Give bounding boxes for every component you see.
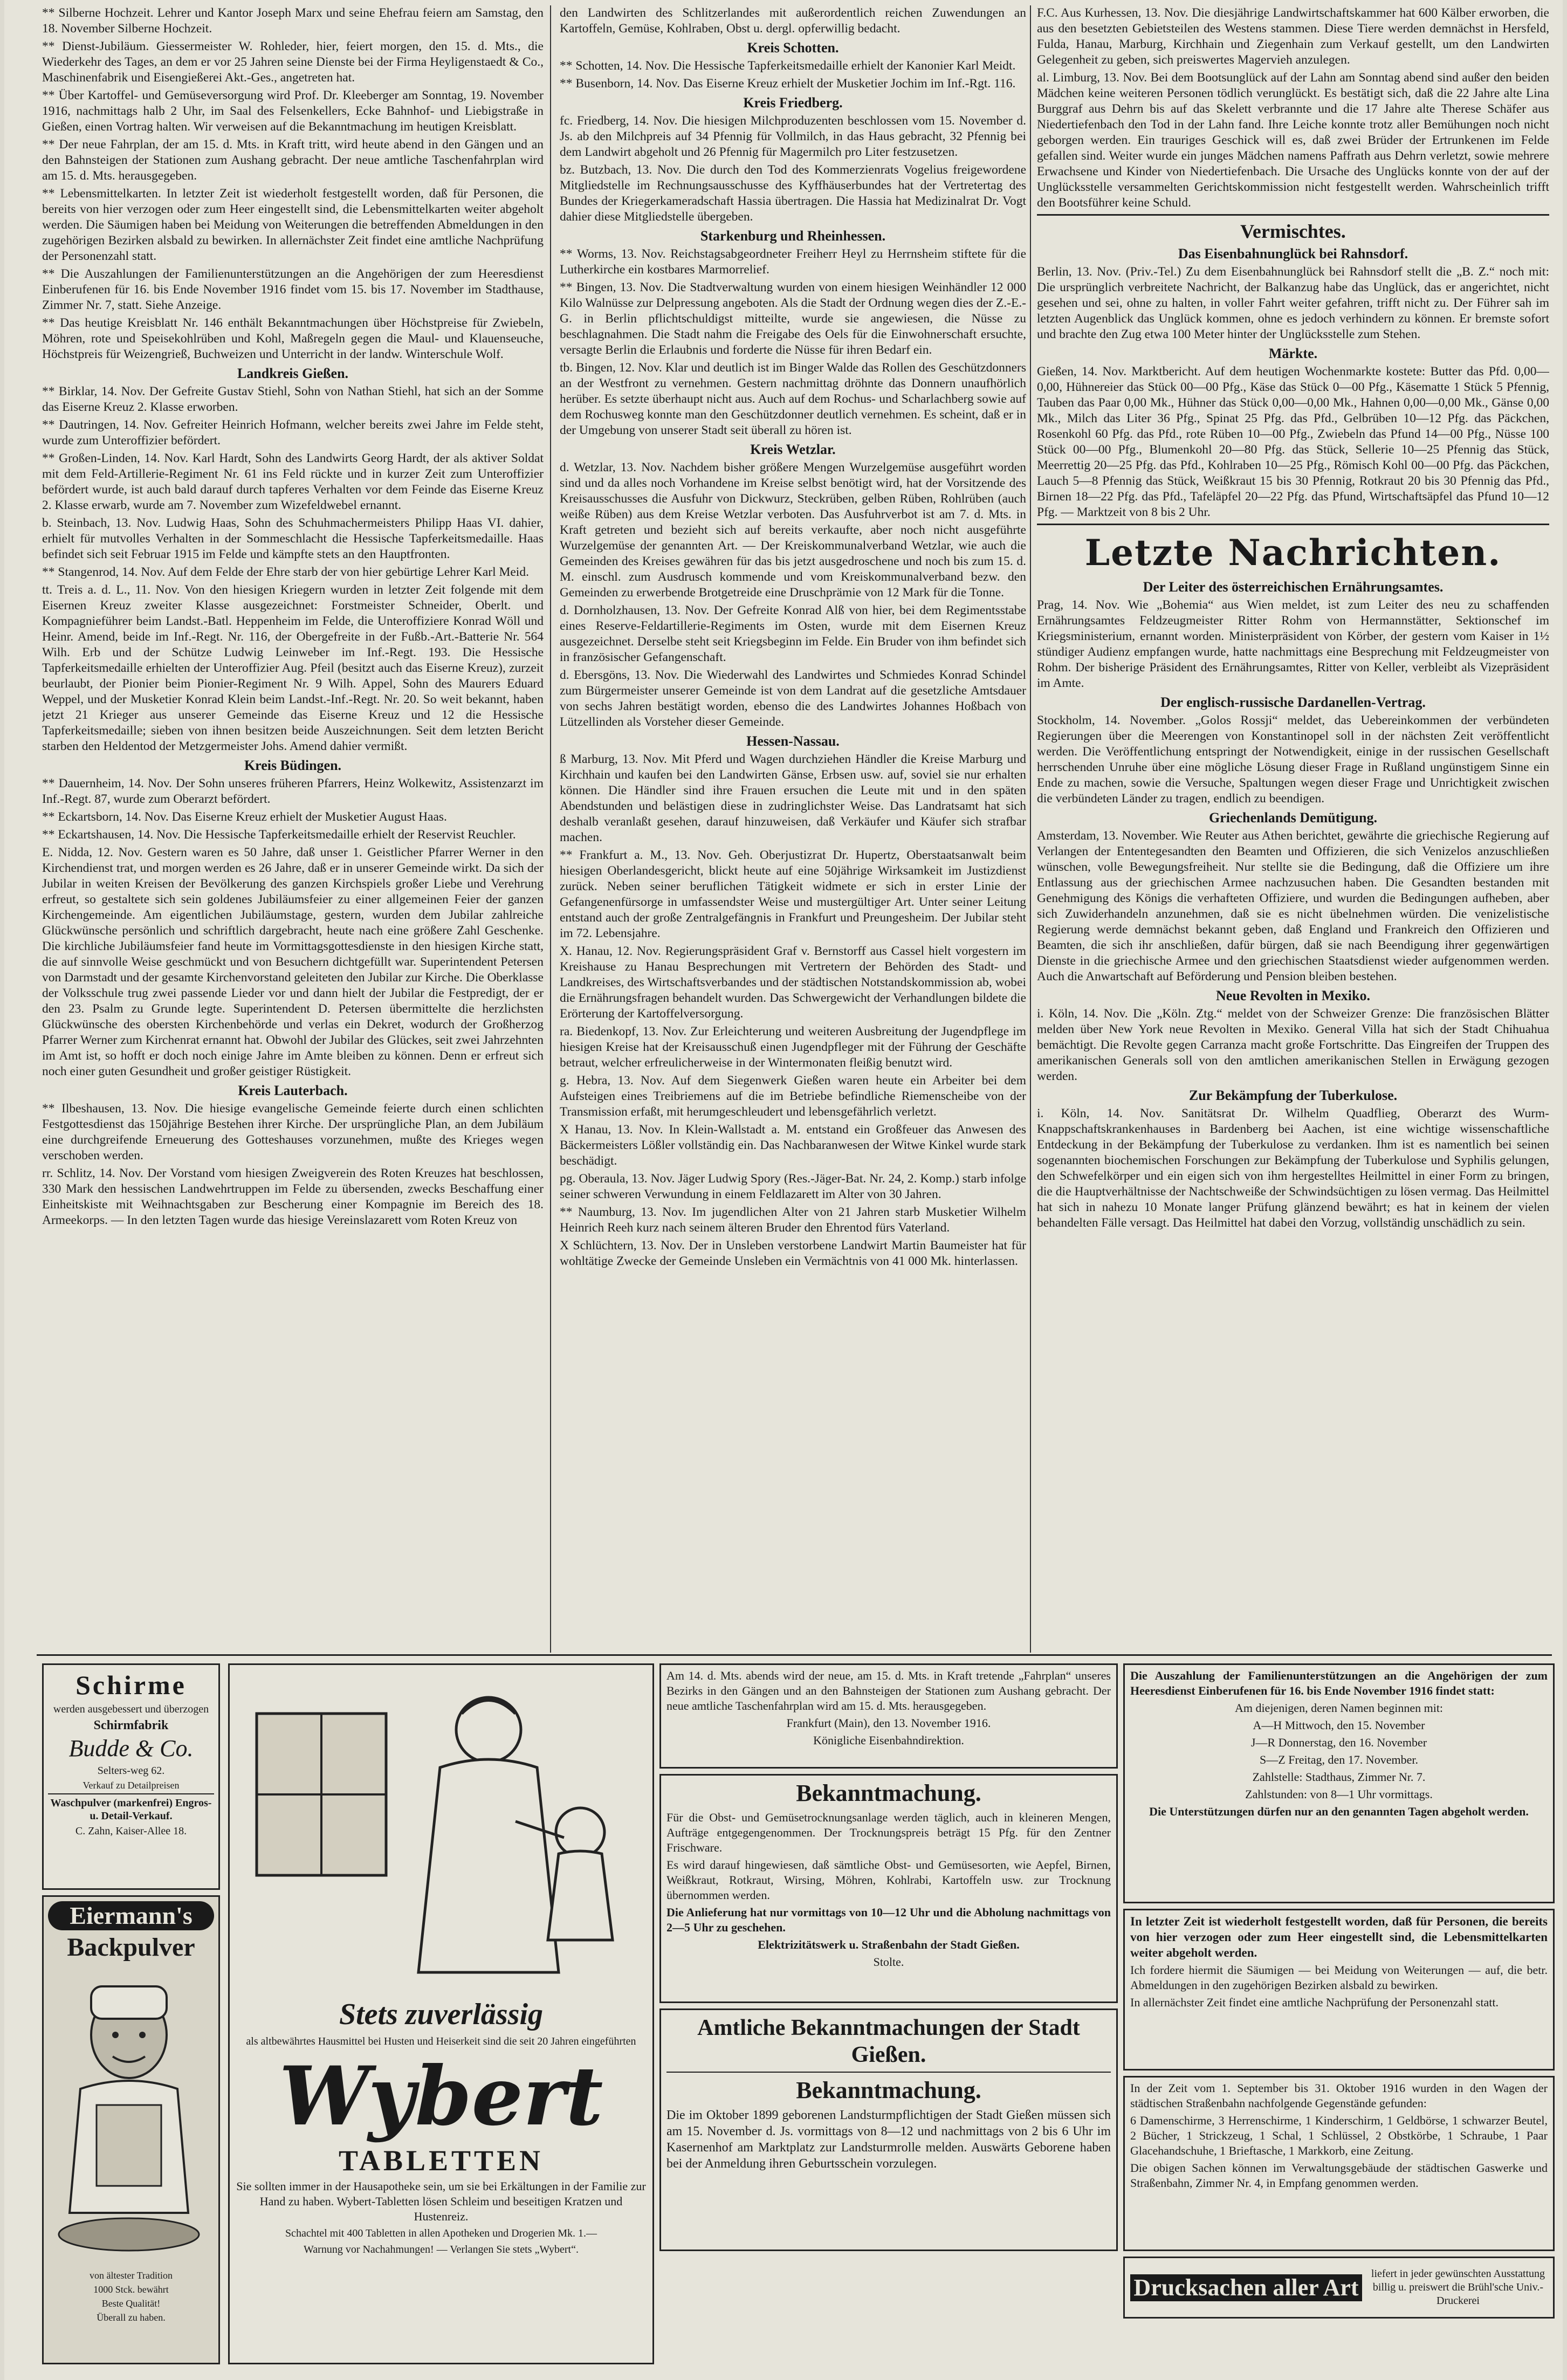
article: X Schlüchtern, 13. Nov. Der in Unsleben verstorbene Landwirt Martin Baumeister hat für wohltätige Zwecke der Gemeinde Unsleben ein Vermächtnis von 41 000 Mk. hinterlassen. — [560, 1239, 1026, 1268]
article: ** Großen-Linden, 14. Nov. Karl Hardt, Sohn des Landwirts Georg Hardt, der als aktiver Soldat mit dem Feld-Artillerie-Regiment Nr. 61 ins Feld rückte und in kurzer Zeit zum Unteroffizier befördert wurde, ist auch bald darauf durch tapferes Verhalten vor dem Feinde das Eiserne Kreuz 2. Klasse erwarb, wurde am 7. November zum Wizefeldwebel ernannt. — [42, 451, 544, 512]
ad-title: Stets zuverlässig — [339, 1998, 544, 2031]
column-divider — [550, 5, 551, 1653]
ad-lebensmittelkarten — [1123, 1909, 1555, 2071]
ad-text: Überall zu haben. — [97, 2312, 166, 2323]
article: ra. Biedenkopf, 13. Nov. Zur Erleichterung und weiteren Ausbreitung der Jugendpflege im hiesigen Kreise hat der Kreisausschuß einen Jugendpfleger mit der Führung der Geschäfte betraut, welcher erfreulicherweise in der Wintermonaten fleißig benutzt wird. — [560, 1024, 1026, 1070]
article: Gießen, 14. Nov. Marktbericht. Auf dem heutigen Wochenmarkte kostete: Butter das Pfd. 0,00—0,00, Hühnereier das Stück 00—00 Pfg., Käse das Stück 0—00 Pfg., Käsematte 1 Stück 5 Pfennig, Tauben das Paar 0,00 Mk., Hühner das Stück 0,00—0,00 Mk., Hahnen 0,00—0,00 Mk., Gänse 0,00 Mk., Milch das Liter 36 Pfg., Spinat 25 Pfg. das Pfd., Gelbrüben 10—12 Pfg. das Päckchen, Rosenkohl 60 Pfg. das Pfd., rote Rüben 10—00 Pfg., Zwiebeln das Pfund 14—00 Pfg., Nüsse 100 Stück 00—00 Pfg., Blumenkohl 20—80 Pfg. das Stück, Sellerie 10—25 Pfennig das Stück, Meerrettig 20—25 Pfg. das Pfd., Kohlraben 10—25 Pfg., Römisch Kohl 00—00 Pfg. das Päckchen, Lauch 5—8 Pfennig das Stück, Weißkraut 15 bis 30 Pfennig, Rotkraut 20 bis 30 Pfennig das Pfd., Birnen 18—22 Pfg. das Pfd., Tafeläpfel 20—22 Pfg. das Pfund, Wirtschaftsäpfel das Pfund 10—12 Pfg. — Marktzeit von 8 bis 2 Uhr. — [1037, 364, 1549, 519]
ad-brand: Budde & Co. — [68, 1735, 194, 1762]
newspaper-page — [4, 0, 1563, 2380]
ad-text: Frankfurt (Main), den 13. November 1916. — [786, 1716, 991, 1730]
article: Amsterdam, 13. November. Wie Reuter aus Athen berichtet, gewährte die griechische Regierung auf Verlangen der Ententegesandten den Beamten und Offizieren, die sich Venizelos anzuschließen wünschen, volle Bewegungsfreiheit. Nur stellte sie die Bedingung, daß die Offiziere um ihre Entlassung aus der griechischen Armee nachzusuchen haben. Die Gesandten bestanden mit Genehmigung des Königs die verhafteten Offiziere, und wurden die Bedingungen aufheben, aber sich Zuwiderhandeln anzunehmen, daß sie es nicht übelnehmen würden. Die venizelistische Regierung werde demnächst bekannt geben, daß England und Frankreich den Offizieren und Beamten, die sich ihr anschließen, dafür bürgen, daß sie nach Beendigung ihrer gegenwärtigen Dienste in die griechische Armee und den griechischen Staatsdienst wieder aufgenommen werden. Auch die Anwartschaft auf Beförderung und Pension bleiben bestehen. — [1037, 829, 1549, 983]
ad-schirme — [42, 1663, 220, 1890]
ad-text: In allernächster Zeit findet eine amtliche Nachprüfung der Personenzahl statt. — [1130, 1996, 1499, 2009]
article: ** Eckartshausen, 14. Nov. Die Hessische Tapferkeitsmedaille erhielt der Reservist Reuchler. — [42, 828, 516, 842]
article: i. Köln, 14. Nov. Die „Köln. Ztg.“ meldet von der Schweizer Grenze: Die französischen Blätter melden über New York neue Revolten in Mexiko. General Villa hat sich der Stadt Chihuahua bemächtigt. Die Revolte gegen Carranza macht große Fortschritte. Das Eingreifen der Truppen des amerikanischen Generals soll von den amtlichen amerikanischen Stellen in Erwägung gezogen werden. — [1037, 1007, 1549, 1083]
article: ** Frankfurt a. M., 13. Nov. Geh. Oberjustizrat Dr. Hupertz, Oberstaatsanwalt beim hiesigen Oberlandesgericht, blickt heute auf eine 50jährige Wirksamkeit im Justizdienst zurück. Neben seiner beruflichen Tätigkeit widmete er sich in erster Linie der Gefangenenfürsorge in umfassendster Weise und mustergültiger Art. Unter seiner Leitung entstand auch der große Zentralgefängnis in Frankfurt und Preungesheim. Der Jubilar steht im 72. Lebensjahre. — [560, 848, 1026, 940]
ad-text: J—R Donnerstag, den 16. November — [1250, 1736, 1427, 1749]
section-heading: Landkreis Gießen. — [237, 366, 349, 381]
article: ** Worms, 13. Nov. Reichstagsabgeordneter Freiherr Heyl zu Herrnsheim stiftete für die Lutherkirche ein kostbares Marmorrelief. — [560, 247, 1026, 277]
article: ** Busenborn, 14. Nov. Das Eiserne Kreuz erhielt der Musketier Jochim im Inf.-Rgt. 116. — [560, 77, 1016, 91]
article: Berlin, 13. Nov. (Priv.-Tel.) Zu dem Eisenbahnunglück bei Rahnsdorf stellt die „B. Z.“ noch mit: Die ursprünglich verbreitete Nachricht, der Balkanzug habe das Unglück, das er angerichtet, nicht gesehen und sei, ohne zu halten, in voller Fahrt weiter gefahren, trifft nicht zu. Der Führer sah im letzten Augenblick das Unglück kommen, ohne es jedoch verhindern zu können. Er bremste sofort und brachte den Zug etwa 100 Meter hinter der Unglücksstelle zum Stehen. — [1037, 265, 1549, 341]
article: b. Steinbach, 13. Nov. Ludwig Haas, Sohn des Schuhmachermeisters Philipp Haas VI. dahier, erhielt für mutvolles Verhalten in der Sommeschlacht die Hessische Tapferkeitsmedaille. Haas befindet sich seit Februar 1915 im Felde und kämpfte stets an den Hauptfronten. — [42, 516, 544, 561]
article: ** Der neue Fahrplan, der am 15. d. Mts. in Kraft tritt, wird heute abend in den Gängen und an den Bahnsteigen der Stationen zum Aushang gebracht. Der neue amtliche Taschenfahrplan wird am 15. d. Mts. herausgegeben. — [42, 137, 544, 183]
ad-text: Stolte. — [873, 1955, 904, 1969]
ad-text: Ich fordere hiermit die Säumigen — bei Meidung von Weiterungen — auf, die betr. Abmeldungen in den zugehörigen Bezirken alsbald zu bewirken. — [1130, 1963, 1548, 1992]
article: ** Naumburg, 13. Nov. Im jugendlichen Alter von 21 Jahren starb Musketier Wilhelm Heinrich Reeh kurz nach seinem älteren Bruder den Ehrentod fürs Vaterland. — [560, 1205, 1026, 1235]
ad-text: Die Anlieferung hat nur vormittags von 10—12 Uhr und die Abholung nachmittags von 2—5 Uhr zu geschehen. — [666, 1906, 1111, 1934]
column-divider — [1030, 5, 1031, 1653]
article: d. Ebersgöns, 13. Nov. Die Wiederwahl des Landwirtes und Schmiedes Konrad Schindel zum Bürgermeister unserer Gemeinde ist von dem Landrat auf die gesetzliche Amtsdauer von sechs Jahren bestätigt worden, ebenso die des Landwirtes Johannes Hoßbach von Lützellinden als Vorsteher dieser Gemeinde. — [560, 668, 1026, 729]
ad-text: Die im Oktober 1899 geborenen Landsturmpflichtigen der Stadt Gießen müssen sich am 15. November d. Js. vormittags von 8—12 und nachmittags von 2 bis 6 Uhr im Kasernenhof am Marktplatz zur Landsturmrolle melden. Auswärts Geborene haben bei der Anmeldung ihren Geburtsschein vorzulegen. — [666, 2108, 1111, 2171]
section-heading: Hessen-Nassau. — [746, 733, 840, 749]
article: fc. Friedberg, 14. Nov. Die hiesigen Milchproduzenten beschlossen vom 15. November d. Js. ab den Milchpreis auf 34 Pfennig für Vollmilch, in das Haus gebracht, 32 Pfennig bei dem Landwirt abgeholt und 26 Pfennig für Magermilch pro Liter festzusetzen. — [560, 114, 1026, 159]
article: ß Marburg, 13. Nov. Mit Pferd und Wagen durchziehen Händler die Kreise Marburg und Kirchhain und kaufen bei den Landwirten Gänse, Erbsen usw. auf, soviel sie nur erhalten können. Die Händler sind ihre Frauen ersuchen die Leute mit und in den späten Abendstunden und belästigen diese in zudringlichster Weise. Das Landratsamt hat sich deshalb veranlaßt gesehen, darauf hinzuweisen, daß Verkäufer und Käufer sich strafbar machen. — [560, 752, 1026, 844]
section-heading: Starkenburg und Rheinhessen. — [700, 228, 886, 244]
ad-text: Elektrizitätswerk u. Straßenbahn der Stadt Gießen. — [758, 1938, 1020, 1951]
ad-fahrplan — [659, 1663, 1118, 1769]
ad-text: Die Unterstützungen dürfen nur an den genannten Tagen abgeholt werden. — [1149, 1805, 1529, 1818]
ad-text: werden ausgebessert und überzogen — [53, 1703, 209, 1715]
column-2 — [560, 5, 1026, 1653]
ad-title: Backpulver — [67, 1933, 195, 1962]
ad-text: Die Auszahlung der Familienunterstützungen an die Angehörigen der zum Heeresdienst Einberufenen für 16. bis Ende November 1916 findet statt: — [1130, 1669, 1548, 1697]
subheading: Neue Revolten in Mexiko. — [1216, 988, 1370, 1003]
article: ** Über Kartoffel- und Gemüseversorgung wird Prof. Dr. Kleeberger am Sonntag, 19. November 1916, nachmittags halb 2 Uhr, im Saal des Felsenkellers, Ecke Bahnhof- und Liebigstraße in Gießen, einen Vortrag halten. Wir verweisen auf die Bekanntmachung im heutigen Kreisblatt. — [42, 88, 544, 134]
article: X Hanau, 13. Nov. In Klein-Wallstadt a. M. entstand ein Großfeuer das Anwesen des Bäckermeisters Lößler vollständig ein. Das Nachbaranwesen der Witwe Kinkel wurde stark beschädigt. — [560, 1123, 1026, 1168]
article: pg. Oberaula, 13. Nov. Jäger Ludwig Spory (Res.-Jäger-Bat. Nr. 24, 2. Komp.) starb infolge seiner schweren Verwundung in einem Feldlazarett im Alter von 30 Jahren. — [560, 1172, 1026, 1201]
article: ** Dauernheim, 14. Nov. Der Sohn unseres früheren Pfarrers, Heinz Wolkewitz, Assistenzarzt im Inf.-Regt. 87, wurde zum Oberarzt befördert. — [42, 776, 544, 806]
article: ** Dautringen, 14. Nov. Gefreiter Heinrich Hofmann, welcher bereits zwei Jahre im Felde steht, wurde zum Unteroffizier befördert. — [42, 418, 544, 448]
article: ** Dienst-Jubiläum. Giessermeister W. Rohleder, hier, feiert morgen, den 15. d. Mts., die Wiederkehr des Tages, an dem er vor 25 Jahren seine Dienste bei der Firma Heyligenstaedt & Co., Maschinenfabrik und Eisengießerei Akt.-Ges., angetreten hat. — [42, 39, 544, 85]
ad-text: von ältester Tradition — [90, 2270, 173, 2281]
ad-text: Schachtel mit 400 Tabletten in allen Apotheken und Drogerien Mk. 1.— — [285, 2227, 597, 2239]
section-heading: Vermischtes. — [1240, 221, 1346, 242]
ad-title: Drucksachen aller Art — [1130, 2274, 1362, 2301]
column-1 — [42, 5, 544, 1653]
article: d. Dornholzhausen, 13. Nov. Der Gefreite Konrad Alß von hier, bei dem Regimentsstabe eines Reserve-Feldartillerie-Regiments im Osten, wurde mit dem Eisernen Kreuz ausgezeichnet. Derselbe steht seit Kriegsbeginn im Felde. Ein Bruder von ihm befindet sich in französischer Gefangenschaft. — [560, 603, 1026, 664]
ad-auszahlung — [1123, 1663, 1555, 1903]
section-heading: Kreis Schotten. — [747, 40, 839, 56]
ad-subtitle: TABLETTEN — [338, 2144, 544, 2177]
article: ** Schotten, 14. Nov. Die Hessische Tapferkeitsmedaille erhielt der Kanonier Karl Meidt. — [560, 59, 1016, 73]
ad-brand: Eiermann's — [48, 1901, 214, 1930]
ad-text: Verkauf zu Detailpreisen — [83, 1780, 180, 1791]
ad-title: Schirme — [75, 1670, 187, 1700]
ad-eiermann — [42, 1895, 220, 2364]
ad-text: Die obigen Sachen können im Verwaltungsgebäude der städtischen Gaswerke und Straßenbahn, Zimmer Nr. 4, in Empfang genommen werden. — [1130, 2161, 1548, 2190]
section-heading: Kreis Friedberg. — [743, 95, 843, 111]
ad-subtitle: Bekanntmachung. — [796, 2077, 981, 2103]
article: i. Köln, 14. Nov. Sanitätsrat Dr. Wilhelm Quadflieg, Oberarzt des Wurm-Knappschaftskrankenhauses in Bardenberg bei Aachen, ist eine wichtige wissenschaftliche Entdeckung in der Bekämpfung der Tuberkulose zu verdanken. Ihm ist es namentlich bei seinen sogenannten biochemischen Forschungen zur Bekämpfung der Tuberkulose und Syphilis gelungen, den Schwefelkörper und ein eigen sich von ihm hergestelltes Heilmittel in einer Form zu bringen, die die Hauptverhältnisse der Nachtschweiße der Schwindsüchtigen zu lösen vermag. Das Heilmittel hat sich in nahezu 10 Monate langer Prüfung glänzend bewährt; es hat in keinem der vielen behandelten Fälle versagt. Das Heilmittel hat dabei den Vorzug, vollständig unschädlich zu sein. — [1037, 1106, 1549, 1230]
subheading: Zur Bekämpfung der Tuberkulose. — [1188, 1088, 1398, 1103]
ad-text: Am 14. d. Mts. abends wird der neue, am 15. d. Mts. in Kraft tretende „Fahrplan“ unseres Bezirks in den Gängen und an den Bahnsteigen der Stationen zum Aushang gebracht. Der neue amtliche Taschenfahrplan wird am 15. d. Mts. herausgegeben. — [666, 1669, 1111, 1712]
column-3 — [1037, 5, 1549, 1653]
article: g. Hebra, 13. Nov. Auf dem Siegenwerk Gießen waren heute ein Arbeiter bei dem Aufsteigen eines Treibriemens auf die im Betriebe befindliche Riemenscheibe von der Transmission erfaßt, mit herumgeschleudert und lebensgefährlich verletzt. — [560, 1074, 1026, 1119]
ad-text: S—Z Freitag, den 17. November. — [1260, 1753, 1418, 1766]
ad-text: Es wird darauf hingewiesen, daß sämtliche Obst- und Gemüsesorten, wie Aepfel, Birnen, Weißkraut, Rotkraut, Wirsing, Möhren, Kohlrabi, Kartoffeln usw. zur Trocknung übernommen werden. — [666, 1858, 1111, 1902]
ad-bekanntmachung-trocknung — [659, 1774, 1118, 2003]
ad-text: In der Zeit vom 1. September bis 31. Oktober 1916 wurden in den Wagen der städtischen Straßenbahn nachfolgende Gegenstände gefunden: — [1130, 2081, 1548, 2110]
article: E. Nidda, 12. Nov. Gestern waren es 50 Jahre, daß unser 1. Geistlicher Pfarrer Werner in den Kirchendienst trat, und morgen werden es 26 Jahre, daß er in unserer Gemeinde wirkt. Da sich der Jubilar in weiten Kreisen der Bevölkerung des ganzen Kirchspiels großer Liebe und Verehrung erfreut, so gestaltete sich sein goldenes Jubiläumsfeier zu einer allgemeinen Feier der ganzen Kirchengemeinde. Am eigentlichen Jubiläumstage, gestern, wurden dem Jubilar zahlreiche Glückwünsche persönlich und schriftlich dargebracht, heute nach eine größere Zahl Geschenke. Die kirchliche Jubiläumsfeier fand heute im Vormittagsgottesdienste in den hiesigen Kirche statt, die auf sinnvolle Weise geschmückt und von Besuchern dichtgefüllt war. Superintendent Petersen von Darmstadt und der gesamte Kirchenvorstand geleiteten den Jubilar zur Kirche. Die Oberklasse der Volksschule trug zwei passende Lieder vor und dann hielt der Jubilar die Festpredigt, der er den 23. Psalm zu Grunde legte. Superintendent D. Petersen übermittelte die herzlichsten Glückwünsche des obersten Kirchenbehörde und verlas ein Dekret, wodurch der Großherzog Pfarrer Werner zum Kirchenrat ernannt hat. Obwohl der Jubilar des Glückes, seit zwei Jahrzehnten im Amt ist, so hofft er doch noch einige Jahre im Amte bleiben zu können. Denn er erfreut sich noch einer guten Gesundheit und großer geistiger Rüstigkeit. — [42, 845, 544, 1078]
ad-drucksachen — [1123, 2257, 1555, 2319]
baker-illustration — [48, 1965, 210, 2267]
ad-amtliche-bekanntmachungen — [659, 2008, 1118, 2251]
article: ** Eckartsborn, 14. Nov. Das Eiserne Kreuz erhielt der Musketier August Haas. — [42, 810, 447, 824]
ad-text: Waschpulver (markenfrei) Engros- u. Detail-Verkauf. — [50, 1797, 212, 1822]
ad-text: In letzter Zeit ist wiederholt festgestellt worden, daß für Personen, die bereits von hier verzogen oder zum Heer eingestellt sind, die Lebensmittelkarten weiter abgeholt werden. — [1130, 1915, 1548, 1959]
subheading: Der englisch-russische Dardanellen-Vertrag. — [1160, 694, 1426, 710]
article: ** Ilbeshausen, 13. Nov. Die hiesige evangelische Gemeinde feierte durch einen schlichten Festgottesdienst das 150jährige Bestehen ihrer Kirche. Der ursprüngliche Plan, an dem Jubiläum eine durchgreifende Erneuerung des Gotteshauses vorzunehmen, mußte des Krieges wegen verschoben werden. — [42, 1102, 544, 1163]
section-heading: Kreis Büdingen. — [244, 758, 342, 773]
ad-text: 1000 Stck. bewährt — [93, 2284, 169, 2295]
ad-title: Amtliche Bekanntmachungen der Stadt Gießen. — [697, 2016, 1080, 2067]
section-heading: Kreis Wetzlar. — [750, 442, 836, 457]
article: d. Wetzlar, 13. Nov. Nachdem bisher größere Mengen Wurzelgemüse ausgeführt worden sind und da alles noch Vorhandene im Kreise selbst benötigt wird, hat der Vorsitzende des Kreisausschusses die Ausfuhr von Dickwurz, Steckrüben, gelben Rüben, Rohlrüben (auch weiße Rüben) aus dem Kreise Wetzlar verboten. Das Ausfuhrverbot ist am 7. d. Mts. in Kraft getreten und bezieht sich auf bereits verkaufte, aber noch nicht ausgeführte Wurzelgemüse der genannten Art. — Der Kreiskommunalverband Wetzlar, wie auch die Gemeinden des Kreises gewähren für das bis jetzt ausgedroschene und noch bis zum 15. d. M. einschl. zum Ausdrusch kommende und vom Kreiskommunalverband bezw. den Gemeinden zu erwerbende Brotgetreide eine Druschprämie von 12 Mark für die Tonne. — [560, 460, 1026, 600]
ad-brand: Wybert — [279, 2049, 603, 2144]
ad-text: Warnung vor Nachahmungen! — Verlangen Sie stets „Wybert“. — [304, 2244, 579, 2255]
article: ** Stangenrod, 14. Nov. Auf dem Felde der Ehre starb der von hier gebürtige Lehrer Karl Meid. — [42, 565, 529, 579]
article: ** Silberne Hochzeit. Lehrer und Kantor Joseph Marx und seine Ehefrau feiern am Samstag, den 18. November Silberne Hochzeit. — [42, 6, 544, 36]
ad-text: als altbewährtes Hausmittel bei Husten und Heiserkeit sind die seit 20 Jahren eingeführten — [246, 2035, 636, 2047]
ad-text: Schirmfabrik — [93, 1718, 169, 1732]
ad-text: C. Zahn, Kaiser-Allee 18. — [75, 1825, 187, 1837]
article: tb. Bingen, 12. Nov. Klar und deutlich ist im Binger Walde das Rollen des Geschützdonners an der Westfront zu vernehmen. Gestern nachmittag dröhnte das Donnern unaufhörlich herüber. Es setzte überhaupt nicht aus. Auch auf dem Rochus- und Scharlachberg sowie auf dem Rochusweg konnte man den Geschützdonner deutlich vernehmen. Es scheint, daß er in der Umgebung von unserer Stadt seit überall zu hören ist. — [560, 361, 1026, 437]
ad-text: Am diejenigen, deren Namen beginnen mit: — [1234, 1701, 1444, 1715]
subheading: Der Leiter des österreichischen Ernährungsamtes. — [1143, 579, 1444, 595]
subheading: Griechenlands Demütigung. — [1208, 810, 1378, 826]
article: ** Das heutige Kreisblatt Nr. 146 enthält Bekanntmachungen über Höchstpreise für Zwiebeln, Möhren, rote und Speisekohlrüben und Kohl, Maßregeln gegen die Maul- und Klauenseuche, Höchstpreis für Weizengrieß, Buchweizen und Unterricht in der landw. Winterschule Wolf. — [42, 316, 544, 361]
article: al. Limburg, 13. Nov. Bei dem Bootsunglück auf der Lahn am Sonntag abend sind außer den beiden Mädchen keine weiteren Personen tödlich verunglückt. Es bestätigt sich, daß die 22 Jahre alte Lina Burggraf aus Dehrn bis auf das Skelett verbrannte und die 17 Jahre alte Therese Schäfer aus Niedertiefenbach den Tod in der Lahn fand. Ihre Leiche konnte trotz aller Bemühungen noch nicht geborgen werden. Ein trauriges Geschick will es, daß zwei Brüder der Ertrunkenen im Felde gefallen sind. Weiter wurde ein junges Mädchen namens Paffrath aus Dehrn verletzt, sowie mehrere Erwachsene und Kinder von Niedertiefenbach. Die Ursache des Unglücks konnte von der auf der Unglücksstelle versammelten Gerichtskommission nicht festgestellt werden. Wahrscheinlich trifft den Bootsführer keine Schuld. — [1037, 71, 1549, 210]
article: ** Birklar, 14. Nov. Der Gefreite Gustav Stiehl, Sohn von Nathan Stiehl, hat sich an der Somme das Eiserne Kreuz 2. Klasse erworben. — [42, 384, 544, 414]
ad-title: Bekanntmachung. — [796, 1780, 981, 1806]
ad-text: Selters-weg 62. — [97, 1765, 165, 1777]
article: ** Lebensmittelkarten. In letzter Zeit ist wiederholt festgestellt worden, daß für Personen, die bereits von hier verzogen oder zum Heer eingestellt sind, die Lebensmittelkarten weiter abgeholt werden. Die Säumigen haben bei Meidung von Weiterungen die betreffenden Abmeldungen in den zugehörigen Bezirken alsbald zu bewirken. In allernächster Zeit findet eine amtliche Nachprüfung der Personenzahl statt. — [42, 187, 544, 263]
section-divider — [37, 1654, 1552, 1656]
article: den Landwirten des Schlitzerlandes mit außerordentlich reichen Zuwendungen an Kartoffeln, Gemüse, Kohlraben, Obst u. dergl. opferwillig bedacht. — [560, 6, 1026, 36]
ad-text: Zahlstunden: von 8—1 Uhr vormittags. — [1245, 1787, 1433, 1801]
ad-text: Zahlstelle: Stadthaus, Zimmer Nr. 7. — [1252, 1770, 1426, 1784]
mother-child-illustration — [235, 1670, 650, 1994]
ad-text: liefert in jeder gewünschten Ausstattung billig u. preiswert die Brühl'sche Univ.-Druckerei — [1371, 2268, 1545, 2307]
article: X. Hanau, 12. Nov. Regierungspräsident Graf v. Bernstorff aus Cassel hielt vorgestern im Kreishause zu Hanau Besprechungen mit Vertretern der Behörden des Stadt- und Landkreises, des Wirtschaftsverbandes und der städtischen Notstandskommission ab, wobei die Ernährungsfragen behandelt wurden. Das Schwergewicht der Verhandlungen bildete die Erörterung der Kartoffelversorgung. — [560, 944, 1026, 1021]
article: Prag, 14. Nov. Wie „Bohemia“ aus Wien meldet, ist zum Leiter des neu zu schaffenden Ernährungsamtes Feldzeugmeister Ritter Rohm von Hermannstätter, Sektionschef im Kriegsministerium, ernannt worden. Ministerpräsident von Körber, der gestern vom Kaiser in 1½ stündiger Audienz empfangen wurde, hatte nachmittags eine Besprechung mit Feldzeugmeister von Rohm. Der bisherige Präsident des Ernährungsamtes, Ritter von Keller, verbleibt als Vizepräsident im Amte. — [1037, 598, 1549, 690]
section-heading-latest-news: Letzte Nachrichten. — [1084, 532, 1502, 574]
article: rr. Schlitz, 14. Nov. Der Vorstand vom hiesigen Zweigverein des Roten Kreuzes hat beschlossen, 330 Mark den hessischen Landwehrtruppen im Felde zu übersenden, zwecks Beschaffung einer Einheitskiste mit Weihnachtsgaben zur Bescherung einer Kompagnie im Bereich des 18. Armeekorps. — In den letzten Tagen wurde das hiesige Vereinslazarett vom Roten Kreuz von — [42, 1166, 544, 1227]
article: ** Die Auszahlungen der Familienunterstützungen an die Angehörigen der zum Heeresdienst Einberufenen für 16. bis Ende November 1916 findet vom 15. bis 17. November im Stadthause, Zimmer Nr. 7, statt. Siehe Anzeige. — [42, 267, 544, 312]
article: bz. Butzbach, 13. Nov. Die durch den Tod des Kommerzienrats Vogelius freigewordene Mitgliedstelle im Rechnungsausschusse des Kyffhäuserbundes hat der Vertretertag des Bundes der Kriegerkameradschaft Hassia übertragen. Die Hassia hat Medizinalrat Dr. Vogt dahier diese Mitgliedstelle übergeben. — [560, 163, 1026, 224]
section-heading: Kreis Lauterbach. — [238, 1083, 348, 1098]
ad-text: Beste Qualität! — [101, 2298, 161, 2309]
article: tt. Treis a. d. L., 11. Nov. Von den hiesigen Kriegern wurden in letzter Zeit folgende mit dem Eisernen Kreuz zweiter Klasse ausgezeichnet: Forstmeister Schneider, Oberlt. und Kompagnieführer beim Landst.-Batl. Heppenheim im Felde, die Unteroffiziere Konrad Wöll und Heinr. Amend, beide im Inf.-Regt. Nr. 116, der Obergefreite in der Fußb.-Art.-Batterie Nr. 564 Wilh. Erb und der Schütze Ludwig Leinweber im Inf.-Regt. 193. Die Hessische Tapferkeitsmedaille erhielten der Unteroffizier Aug. Pfeil (besitzt auch das Eiserne Kreuz), zurzeit beurlaubt, der Pionier beim Pionier-Regiment Nr. 9 Wilh. Appel, Sohn des Maurers Eduard Weppel, und der Musketier Konrad Klein beim Landst.-Inf.-Regt. Nr. 20. So weit bekannt, haben jetzt 21 Krieger aus unserer Gemeinde das Eiserne Kreuz und 12 die Hessische Tapferkeitsmedaille; sieben von ihnen besitzen beide Auszeichnungen. Seit dem letzten Bericht starben den Heldentod der Metzgermeister Johs. Amend dahier vermißt. — [42, 583, 544, 753]
ad-text: Sie sollten immer in der Hausapotheke sein, um sie bei Erkältungen in der Familie zur Hand zu haben. Wybert-Tabletten lösen Schleim und beseitigen Kratzen und Hustenreiz. — [236, 2179, 646, 2223]
article: F.C. Aus Kurhessen, 13. Nov. Die diesjährige Landwirtschaftskammer hat 600 Kälber erworben, die aus den besetzten Gebietsteilen des Westens stammen. Diese Tiere werden demnächst in Hersfeld, Fulda, Hanau, Marburg, Kirchhain und Ziegenhain zum Verkauf gestellt, um den Landwirten Gelegenheit zu geben, sich preiswertes Magervieh anzulegen. — [1037, 6, 1549, 67]
ad-fundsachen — [1123, 2076, 1555, 2251]
ad-text: A—H Mittwoch, den 15. November — [1253, 1718, 1425, 1732]
ad-text: Für die Obst- und Gemüsetrocknungsanlage werden täglich, auch in kleineren Mengen, Aufträge entgegengenommen. Der Trocknungspreis beträgt 15 Pfg. für den Zentner Frischware. — [666, 1811, 1111, 1854]
ad-text: 6 Damenschirme, 3 Herrenschirme, 1 Kinderschirm, 1 Geldbörse, 1 schwarzer Beutel, 2 Bücher, 1 Strickzeug, 1 Schal, 1 Schlüssel, 2 Obstkörbe, 1 Schraube, 1 Paar Glacehandschuhe, 1 Brieftasche, 1 Markkorb, eine Zeitung. — [1130, 2114, 1548, 2157]
subheading: Das Eisenbahnunglück bei Rahnsdorf. — [1178, 246, 1408, 262]
ad-wybert — [228, 1663, 654, 2364]
ad-text: Königliche Eisenbahndirektion. — [813, 1734, 964, 1747]
article: ** Bingen, 13. Nov. Die Stadtverwaltung wurden von einem hiesigen Weinhändler 12 000 Kilo Walnüsse zur Delpressung angeboten. Als die Stadt der Ordnung wegen dies der Z.-E.-G. in Berlin pflichtschuldigst mitteilte, wurde sie angewiesen, die Nüsse zu beschlagnahmen. Die Stadt nahm die Freigabe des Oels für die Einwohnerschaft ersuchte, versagte Berlin die Erlaubnis und forderte die Nüsse für ihren Bedarf ein. — [560, 280, 1026, 357]
section-heading: Märkte. — [1268, 346, 1318, 361]
article: Stockholm, 14. November. „Golos Rossji“ meldet, das Uebereinkommen der verbündeten Regierungen über die Meerengen von Konstantinopel soll in der nächsten Zeit veröffentlicht werden. Die Veröffentlichung entspringt der Notwendigkeit, einige in der russischen Gesellschaft herrschenden Unruhe über eine mögliche Lösung dieser Frage in Rußland ungünstigem Sinne ein Ende zu machen, sowie die Versuche, Spaltungen wegen dieser Frage und Unrichtigkeit zwischen die verbündeten Länder zu tragen, endlich zu beendigen. — [1037, 713, 1549, 806]
